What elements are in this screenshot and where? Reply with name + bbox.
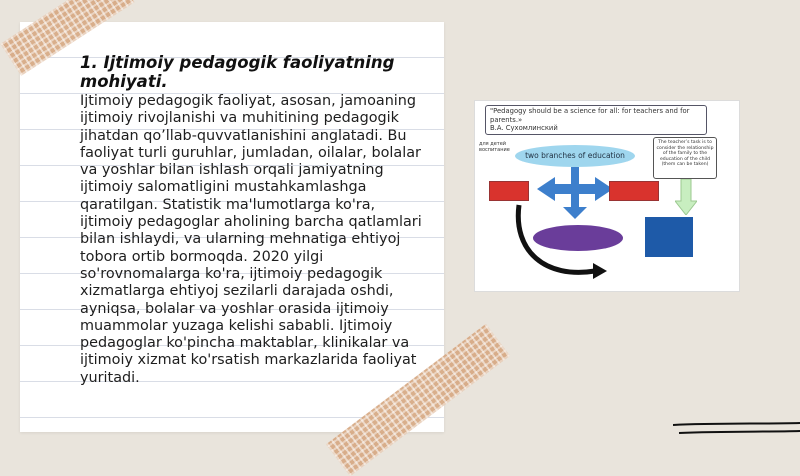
decorative-lines <box>673 420 800 440</box>
red-box-right <box>609 181 659 201</box>
quote-author: В.А. Сухомлинский <box>490 124 558 132</box>
center-oval: two branches of education <box>515 145 635 167</box>
education-diagram <box>474 100 740 292</box>
purple-oval <box>533 225 623 251</box>
green-down-arrow-icon <box>675 179 697 215</box>
side-label: для детей воспитание <box>479 141 510 153</box>
slide-body-text: Ijtimoiy pedagogik faoliyat, asosan, jamoaning ijtimoiy rivojlanishi va muhitining pedagogik jihatdan qo’llab-quvvatlanishini anglatadi. Bu faoliyat turli guruhlar, jumladan, oilalar, bolalar va yoshlar bilan ishlash orqali jamiyatning ijtimoiy salomatligini mustahkamlashga qaratilgan. Statistik ma'lumotlarga ko'ra, ijtimoiy pedagoglar aholining barcha qatlamlari bilan ishlaydi, va ularning mehnatiga ehtiyoj tobora ortib bormoqda. 2020 yilgi so'rovnomalarga ko'ra, ijtimoiy pedagogik xizmatlarga ehtiyoj sezilarli darajada oshdi, ayniqsa, bolalar va yoshlar orasida ijtimoiy muammolar yuzaga kelishi sababli. Ijtimoiy pedagoglar ko'pincha maktablar, klinikalar va ijtimoiy xizmat ko'rsatish markazlarida faoliyat yuritadi. <box>80 93 422 386</box>
quote-text: "Pedagogy should be a science for all: for teachers and for parents.» <box>490 107 690 124</box>
red-box-left <box>489 181 529 201</box>
slide-title: 1. Ijtimoiy pedagogik faoliyatning mohiyati. <box>80 53 395 91</box>
note-box: The teacher’s task is to consider the relationship of the family to the education of the child (them can be taken) <box>653 137 717 179</box>
blue-box <box>645 217 693 257</box>
